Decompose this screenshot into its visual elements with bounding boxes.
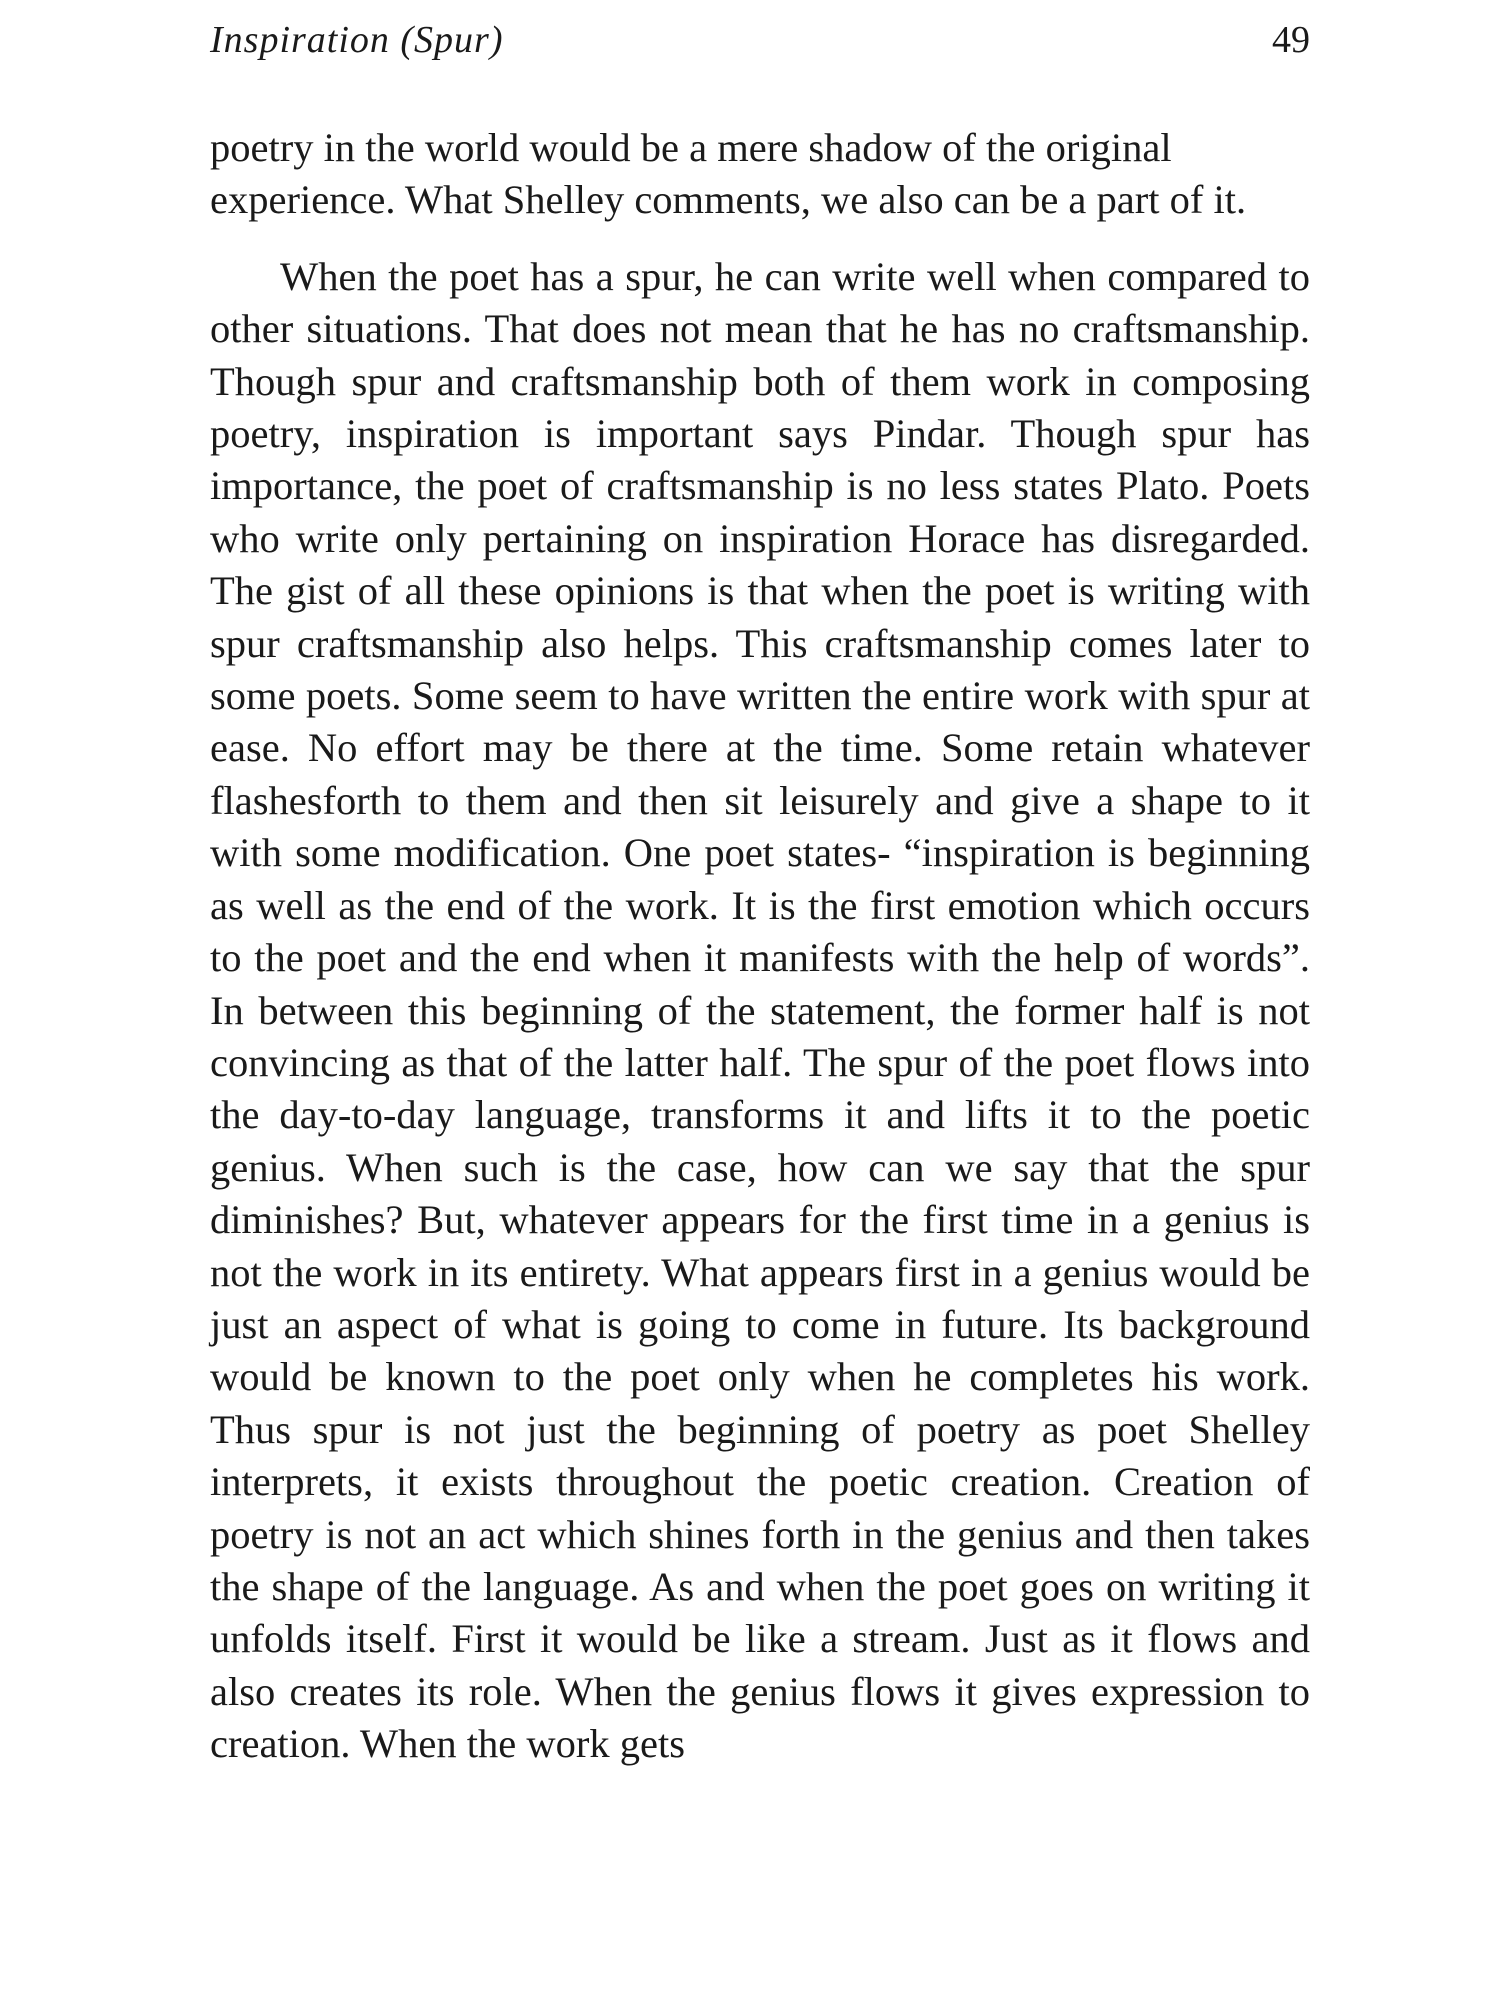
- running-title: Inspiration (Spur): [210, 19, 504, 61]
- body-text: [210, 122, 1310, 1771]
- page-number: 49: [1272, 19, 1310, 61]
- running-header: [210, 18, 1310, 80]
- book-page: [210, 18, 1310, 1771]
- paragraph: When the poet has a spur, he can write well when compared to other situations. That does not mean that he has no craftsmanship. Though spur and craftsmanship both of them work in composing poetry, inspiration is important says Pindar. Though spur has importance, the poet of craftsmanship is no less states Plato. Poets who write only pertaining on inspiration Horace has disregarded. The gist of all these opinions is that when the poet is writing with spur craftsmanship also helps. This craftsmanship comes later to some poets. Some seem to have written the entire work with spur at ease. No effort may be there at the time. Some retain whatever flashesforth to them and then sit leisurely and give a shape to it with some modification. One poet states- “inspiration is beginning as well as the end of the work. It is the first emotion which occurs to the poet and the end when it manifests with the help of words”. In between this beginning of the statement, the former half is not convincing as that of the latter half. The spur of the poet flows into the day-to-day language, transforms it and lifts it to the poetic genius. When such is the case, how can we say that the spur diminishes? But, whatever appears for the first time in a genius is not the work in its entirety. What appears first in a genius would be just an aspect of what is going to come in future. Its background would be known to the poet only when he completes his work. Thus spur is not just the beginning of poetry as poet Shelley interprets, it exists throughout the poetic creation. Creation of poetry is not an act which shines forth in the genius and then takes the shape of the language. As and when the poet goes on writing it unfolds itself. First it would be like a stream. Just as it flows and also creates its role. When the genius flows it gives expression to creation. When the work gets: [210, 253, 1310, 1767]
- paragraph-continued: poetry in the world would be a mere shadow of the original experience. What Shelley comments, we also can be a part of it.: [210, 125, 1247, 223]
